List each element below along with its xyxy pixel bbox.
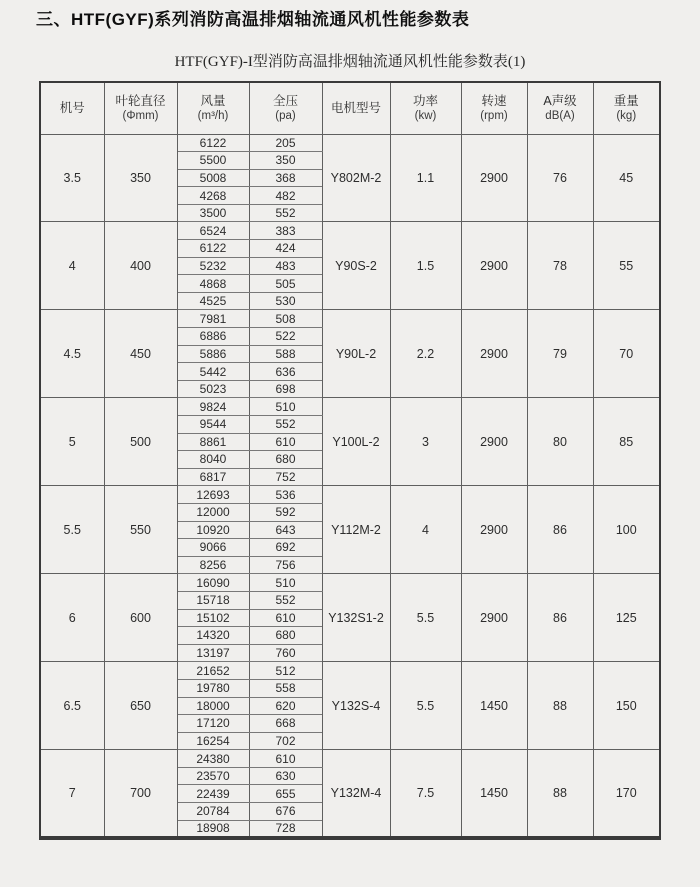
- air-volume-cell: 13197: [177, 644, 249, 662]
- air-volume-cell: 14320: [177, 627, 249, 645]
- impeller-diameter-cell: 400: [104, 222, 177, 310]
- total-pressure-cell: 692: [249, 539, 322, 557]
- model-no-cell: 6: [40, 574, 104, 662]
- total-pressure-cell: 680: [249, 451, 322, 469]
- total-pressure-cell: 368: [249, 169, 322, 187]
- air-volume-cell: 5500: [177, 152, 249, 170]
- col-header-weight: [593, 82, 660, 134]
- weight-cell: 125: [593, 574, 660, 662]
- model-no-cell: 4.5: [40, 310, 104, 398]
- power-cell: 7.5: [390, 750, 461, 838]
- col-header-label: 重量: [613, 93, 639, 108]
- weight-cell: 85: [593, 398, 660, 486]
- table-row: [40, 222, 660, 240]
- col-header-label: 机号: [59, 101, 85, 116]
- col-header-label: 电机型号: [330, 101, 381, 116]
- col-header-noise-level: [527, 82, 593, 134]
- total-pressure-cell: 205: [249, 134, 322, 152]
- weight-cell: 100: [593, 486, 660, 574]
- speed-cell: 2900: [461, 310, 527, 398]
- power-cell: 2.2: [390, 310, 461, 398]
- air-volume-cell: 4525: [177, 292, 249, 310]
- total-pressure-cell: 620: [249, 697, 322, 715]
- noise-level-cell: 86: [527, 486, 593, 574]
- table-row: [40, 486, 660, 504]
- air-volume-cell: 3500: [177, 204, 249, 222]
- total-pressure-cell: 680: [249, 627, 322, 645]
- air-volume-cell: 4868: [177, 275, 249, 293]
- total-pressure-cell: 510: [249, 574, 322, 592]
- total-pressure-cell: 483: [249, 257, 322, 275]
- noise-level-cell: 86: [527, 574, 593, 662]
- total-pressure-cell: 552: [249, 416, 322, 434]
- col-header-label: 叶轮直径: [115, 93, 166, 108]
- air-volume-cell: 15718: [177, 591, 249, 609]
- col-header-unit: (m³/h): [197, 109, 229, 122]
- model-no-cell: 7: [40, 750, 104, 838]
- air-volume-cell: 18000: [177, 697, 249, 715]
- table-row: [40, 750, 660, 768]
- table-body: [40, 134, 660, 838]
- noise-level-cell: 88: [527, 662, 593, 750]
- col-header-air-volume: [177, 82, 249, 134]
- motor-model-cell: Y90S-2: [322, 222, 390, 310]
- impeller-diameter-cell: 450: [104, 310, 177, 398]
- col-header-label: A声级: [543, 93, 577, 108]
- table-row: [40, 574, 660, 592]
- power-cell: 5.5: [390, 574, 461, 662]
- total-pressure-cell: 536: [249, 486, 322, 504]
- total-pressure-cell: 610: [249, 433, 322, 451]
- total-pressure-cell: 610: [249, 750, 322, 768]
- air-volume-cell: 18908: [177, 820, 249, 838]
- noise-level-cell: 78: [527, 222, 593, 310]
- motor-model-cell: Y100L-2: [322, 398, 390, 486]
- impeller-diameter-cell: 350: [104, 134, 177, 222]
- total-pressure-cell: 702: [249, 732, 322, 750]
- col-header-unit: (rpm): [480, 109, 508, 122]
- weight-cell: 70: [593, 310, 660, 398]
- noise-level-cell: 80: [527, 398, 593, 486]
- total-pressure-cell: 610: [249, 609, 322, 627]
- total-pressure-cell: 424: [249, 240, 322, 258]
- model-no-cell: 6.5: [40, 662, 104, 750]
- speed-cell: 1450: [461, 750, 527, 838]
- noise-level-cell: 76: [527, 134, 593, 222]
- table-row: [40, 398, 660, 416]
- page-title: 三、HTF(GYF)系列消防高温排烟轴流通风机性能参数表: [36, 10, 470, 29]
- total-pressure-cell: 752: [249, 468, 322, 486]
- model-no-cell: 5: [40, 398, 104, 486]
- power-cell: 5.5: [390, 662, 461, 750]
- motor-model-cell: Y132S1-2: [322, 574, 390, 662]
- air-volume-cell: 19780: [177, 679, 249, 697]
- col-header-unit: (Φmm): [122, 109, 159, 122]
- power-cell: 1.1: [390, 134, 461, 222]
- speed-cell: 2900: [461, 398, 527, 486]
- table-row: [40, 310, 660, 328]
- power-cell: 4: [390, 486, 461, 574]
- total-pressure-cell: 558: [249, 679, 322, 697]
- total-pressure-cell: 676: [249, 803, 322, 821]
- table-header: [40, 82, 660, 134]
- air-volume-cell: 5023: [177, 380, 249, 398]
- total-pressure-cell: 552: [249, 591, 322, 609]
- total-pressure-cell: 505: [249, 275, 322, 293]
- air-volume-cell: 12000: [177, 503, 249, 521]
- air-volume-cell: 9544: [177, 416, 249, 434]
- air-volume-cell: 24380: [177, 750, 249, 768]
- weight-cell: 150: [593, 662, 660, 750]
- total-pressure-cell: 383: [249, 222, 322, 240]
- header-row: [40, 82, 660, 134]
- col-header-label: 转速: [481, 93, 507, 108]
- air-volume-cell: 22439: [177, 785, 249, 803]
- total-pressure-cell: 508: [249, 310, 322, 328]
- col-header-label: 风量: [200, 93, 226, 108]
- total-pressure-cell: 588: [249, 345, 322, 363]
- air-volume-cell: 9824: [177, 398, 249, 416]
- model-no-cell: 5.5: [40, 486, 104, 574]
- total-pressure-cell: 350: [249, 152, 322, 170]
- speed-cell: 2900: [461, 134, 527, 222]
- total-pressure-cell: 552: [249, 204, 322, 222]
- power-cell: 3: [390, 398, 461, 486]
- weight-cell: 170: [593, 750, 660, 838]
- air-volume-cell: 4268: [177, 187, 249, 205]
- total-pressure-cell: 522: [249, 328, 322, 346]
- total-pressure-cell: 630: [249, 767, 322, 785]
- model-no-cell: 4: [40, 222, 104, 310]
- motor-model-cell: Y132S-4: [322, 662, 390, 750]
- air-volume-cell: 10920: [177, 521, 249, 539]
- speed-cell: 2900: [461, 486, 527, 574]
- total-pressure-cell: 512: [249, 662, 322, 680]
- power-cell: 1.5: [390, 222, 461, 310]
- air-volume-cell: 5886: [177, 345, 249, 363]
- col-header-unit: (kg): [616, 109, 637, 122]
- total-pressure-cell: 728: [249, 820, 322, 838]
- col-header-speed: [461, 82, 527, 134]
- air-volume-cell: 8861: [177, 433, 249, 451]
- air-volume-cell: 5442: [177, 363, 249, 381]
- total-pressure-cell: 592: [249, 503, 322, 521]
- total-pressure-cell: 655: [249, 785, 322, 803]
- total-pressure-cell: 530: [249, 292, 322, 310]
- col-header-motor-model: [322, 82, 390, 134]
- col-header-unit: (kw): [414, 109, 437, 122]
- total-pressure-cell: 643: [249, 521, 322, 539]
- air-volume-cell: 5232: [177, 257, 249, 275]
- total-pressure-cell: 482: [249, 187, 322, 205]
- air-volume-cell: 23570: [177, 767, 249, 785]
- motor-model-cell: Y802M-2: [322, 134, 390, 222]
- weight-cell: 45: [593, 134, 660, 222]
- air-volume-cell: 5008: [177, 169, 249, 187]
- motor-model-cell: Y90L-2: [322, 310, 390, 398]
- air-volume-cell: 6817: [177, 468, 249, 486]
- air-volume-cell: 8256: [177, 556, 249, 574]
- speed-cell: 2900: [461, 574, 527, 662]
- air-volume-cell: 15102: [177, 609, 249, 627]
- air-volume-cell: 21652: [177, 662, 249, 680]
- col-header-total-pressure: [249, 82, 322, 134]
- total-pressure-cell: 668: [249, 715, 322, 733]
- col-header-label: 全压: [272, 93, 298, 108]
- col-header-impeller-diameter: [104, 82, 177, 134]
- air-volume-cell: 12693: [177, 486, 249, 504]
- air-volume-cell: 6122: [177, 134, 249, 152]
- total-pressure-cell: 698: [249, 380, 322, 398]
- air-volume-cell: 6524: [177, 222, 249, 240]
- total-pressure-cell: 756: [249, 556, 322, 574]
- impeller-diameter-cell: 550: [104, 486, 177, 574]
- table-row: [40, 134, 660, 152]
- air-volume-cell: 16254: [177, 732, 249, 750]
- col-header-unit: dB(A): [545, 109, 575, 122]
- motor-model-cell: Y112M-2: [322, 486, 390, 574]
- impeller-diameter-cell: 650: [104, 662, 177, 750]
- impeller-diameter-cell: 700: [104, 750, 177, 838]
- air-volume-cell: 8040: [177, 451, 249, 469]
- speed-cell: 2900: [461, 222, 527, 310]
- col-header-label: 功率: [412, 93, 438, 108]
- col-header-power: [390, 82, 461, 134]
- noise-level-cell: 88: [527, 750, 593, 838]
- total-pressure-cell: 636: [249, 363, 322, 381]
- impeller-diameter-cell: 500: [104, 398, 177, 486]
- model-no-cell: 3.5: [40, 134, 104, 222]
- air-volume-cell: 9066: [177, 539, 249, 557]
- total-pressure-cell: 760: [249, 644, 322, 662]
- col-header-unit: (pa): [275, 109, 296, 122]
- total-pressure-cell: 510: [249, 398, 322, 416]
- table-subtitle: HTF(GYF)-I型消防高温排烟轴流通风机性能参数表(1): [174, 54, 526, 70]
- col-header-model-no: [40, 82, 104, 134]
- motor-model-cell: Y132M-4: [322, 750, 390, 838]
- table-row: [40, 662, 660, 680]
- impeller-diameter-cell: 600: [104, 574, 177, 662]
- noise-level-cell: 79: [527, 310, 593, 398]
- performance-table: [39, 81, 661, 840]
- air-volume-cell: 6886: [177, 328, 249, 346]
- air-volume-cell: 6122: [177, 240, 249, 258]
- weight-cell: 55: [593, 222, 660, 310]
- air-volume-cell: 20784: [177, 803, 249, 821]
- air-volume-cell: 17120: [177, 715, 249, 733]
- air-volume-cell: 16090: [177, 574, 249, 592]
- air-volume-cell: 7981: [177, 310, 249, 328]
- speed-cell: 1450: [461, 662, 527, 750]
